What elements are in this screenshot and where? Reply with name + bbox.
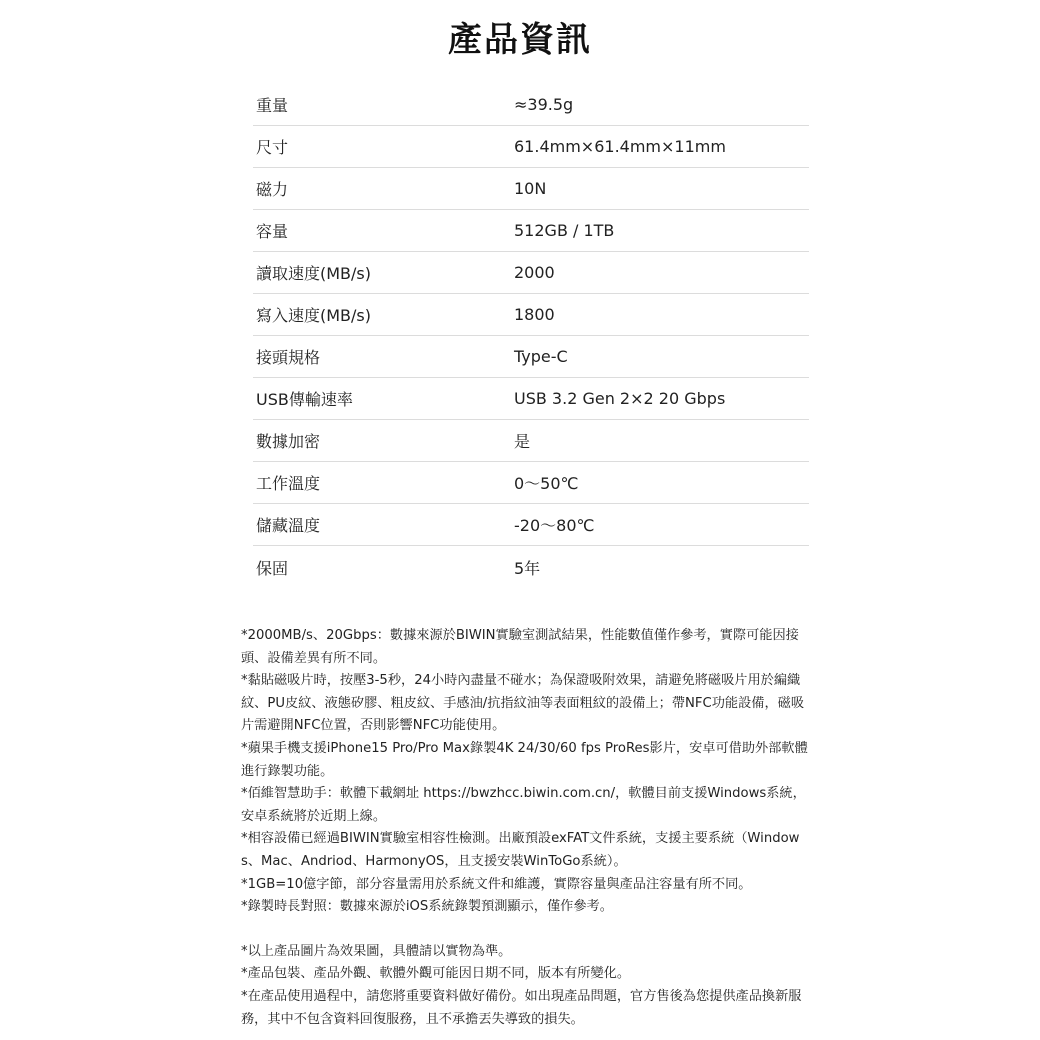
spec-row-connector — [253, 336, 809, 378]
disclaimer: *以上產品圖片為效果圖，具體請以實物為準。 — [241, 943, 512, 959]
spec-row-operating-temp — [253, 462, 809, 504]
spec-value: -20～80℃ — [514, 516, 595, 535]
spec-value: 0～50℃ — [514, 474, 579, 493]
footnotes — [241, 625, 816, 1031]
spec-label: 容量 — [256, 222, 289, 241]
spec-table — [253, 84, 809, 588]
footnote: *2000MB/s、20Gbps：數據來源於BIWIN實驗室測試結果，性能數值僅作參考，實際可能因接頭、設備差異有所不同。 — [241, 628, 799, 666]
spec-label: 寫入速度(MB/s) — [256, 306, 371, 325]
footnote: *蘋果手機支援iPhone15 Pro/Pro Max錄製4K 24/30/60 fps ProRes影片，安卓可借助外部軟體進行錄製功能。 — [241, 740, 808, 779]
spec-value: 61.4mm×61.4mm×11mm — [514, 137, 726, 156]
spec-row-magnetic-force — [253, 168, 809, 210]
spec-label: 工作溫度 — [256, 474, 321, 493]
spec-row-storage-temp — [253, 504, 809, 546]
spec-label: 磁力 — [256, 180, 289, 199]
footnote: *相容設備已經過BIWIN實驗室相容性檢測。出廠預設exFAT文件系統，支援主要系統（Windows、Mac、Andriod、HarmonyOS，且支援安裝WinToGo系統）。 — [241, 831, 800, 869]
footnote: *1GB=10億字節，部分容量需用於系統文件和維護，實際容量與產品注容量有所不同。 — [241, 876, 752, 892]
spec-value: Type-C — [514, 347, 568, 366]
spec-label: 儲藏溫度 — [256, 516, 321, 535]
spec-row-usb-rate — [253, 378, 809, 420]
spec-row-encryption — [253, 420, 809, 462]
spec-value: ≈39.5g — [514, 95, 574, 114]
spec-row-weight — [253, 84, 809, 126]
spec-value: 512GB / 1TB — [514, 221, 615, 240]
disclaimer: *在產品使用過程中，請您將重要資料做好備份。如出現產品問題，官方售後為您提供產品換新服務，其中不包含資料回復服務，且不承擔丟失導致的損失。 — [241, 988, 802, 1027]
spec-value: 1800 — [514, 305, 555, 324]
spec-row-size — [253, 126, 809, 168]
spec-label: 接頭規格 — [256, 348, 321, 367]
spec-label: 數據加密 — [256, 432, 321, 451]
spec-label: USB傳輸速率 — [256, 390, 353, 409]
spec-row-read-speed — [253, 252, 809, 294]
spec-row-capacity — [253, 210, 809, 252]
spec-label: 尺寸 — [256, 138, 289, 157]
page-title: 產品資訊 — [448, 20, 592, 60]
spec-value: 10N — [514, 179, 547, 198]
spec-label: 重量 — [256, 96, 289, 115]
spec-value: 5年 — [514, 558, 541, 578]
spec-label: 讀取速度(MB/s) — [256, 264, 371, 283]
spec-row-warranty — [253, 546, 809, 588]
disclaimer: *產品包裝、產品外觀、軟體外觀可能因日期不同，版本有所變化。 — [241, 966, 631, 982]
footnote: *錄製時長對照：數據來源於iOS系統錄製預測顯示，僅作參考。 — [241, 899, 613, 915]
spec-value: 是 — [514, 432, 531, 451]
spec-label: 保固 — [256, 558, 289, 578]
spec-value: USB 3.2 Gen 2×2 20 Gbps — [514, 389, 726, 408]
footnote: *佰維智慧助手：軟體下載網址 https://bwzhcc.biwin.com.cn/，軟體目前支援Windows系統，安卓系統將於近期上線。 — [241, 786, 806, 824]
notes-spacer — [241, 919, 816, 941]
spec-value: 2000 — [514, 263, 555, 282]
footnote: *黏貼磁吸片時，按壓3-5秒，24小時內盡量不碰水；為保證吸附效果，請避免將磁吸片用於編織紋、PU皮紋、液態矽膠、粗皮紋、手感油/抗指紋油等表面粗紋的設備上；帶NFC功能設備，磁吸片需避開NFC位置，否則影響NFC功能使用。 — [241, 673, 805, 734]
spec-row-write-speed — [253, 294, 809, 336]
